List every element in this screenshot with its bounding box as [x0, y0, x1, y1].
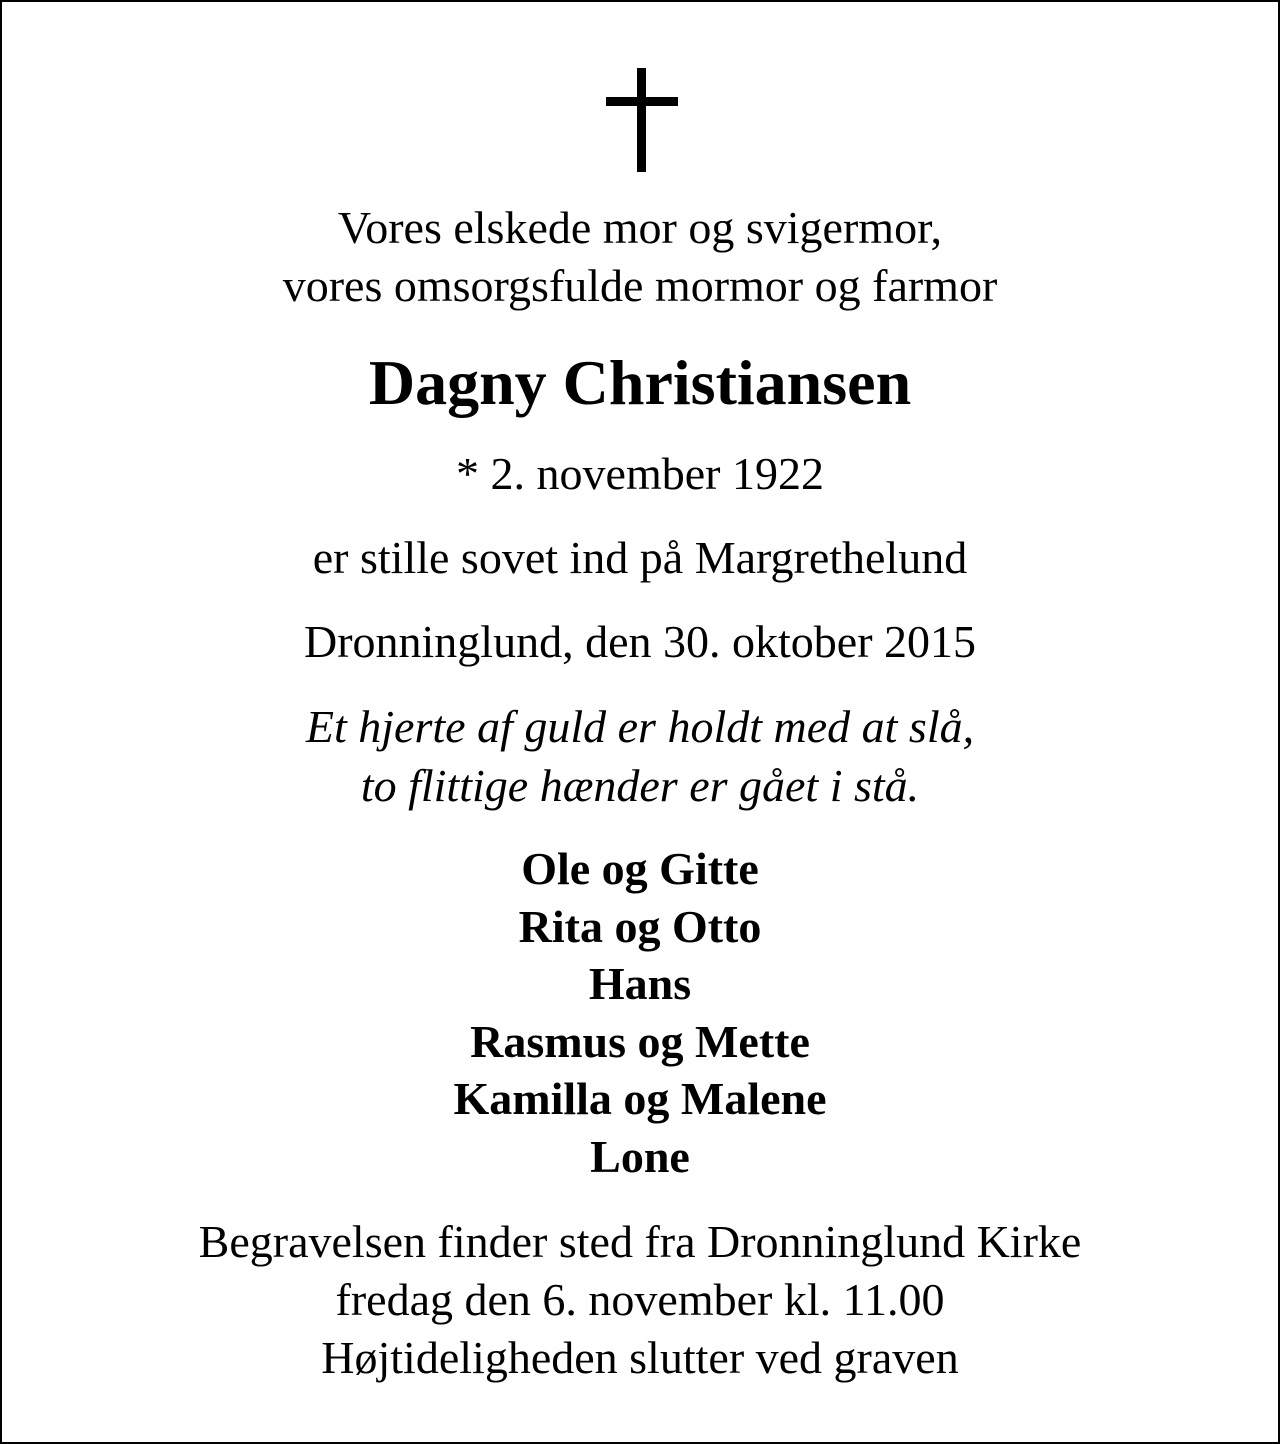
cross-icon: [606, 68, 678, 172]
mourner-name: Kamilla og Malene: [453, 1073, 827, 1124]
funeral-line-1: Begravelsen finder sted fra Dronninglund Kirke: [198, 1216, 1082, 1267]
verse-line-2: to flittige hænder er gået i stå.: [360, 760, 920, 811]
passing-statement: er stille sovet ind på Margrethelund: [312, 532, 968, 583]
mourner-name: Rasmus og Mette: [470, 1015, 810, 1067]
funeral-line-3: Højtideligheden slutter ved graven: [321, 1332, 959, 1383]
deceased-name: Dagny Christiansen: [368, 347, 912, 418]
intro-line-2: vores omsorgsfulde mormor og farmor: [282, 260, 998, 311]
birth-date: * 2. november 1922: [456, 448, 824, 499]
passing-place-date: Dronninglund, den 30. oktober 2015: [303, 616, 977, 667]
funeral-line-2: fredag den 6. november kl. 11.00: [335, 1274, 945, 1325]
mourner-name: Rita og Otto: [518, 900, 762, 952]
mourner-name: Ole og Gitte: [521, 843, 759, 894]
mourner-name: Hans: [588, 958, 692, 1009]
intro-line-1: Vores elskede mor og svigermor,: [337, 202, 943, 253]
mourner-name: Lone: [590, 1130, 690, 1182]
verse-line-1: Et hjerte af guld er holdt med at slå,: [305, 701, 975, 752]
